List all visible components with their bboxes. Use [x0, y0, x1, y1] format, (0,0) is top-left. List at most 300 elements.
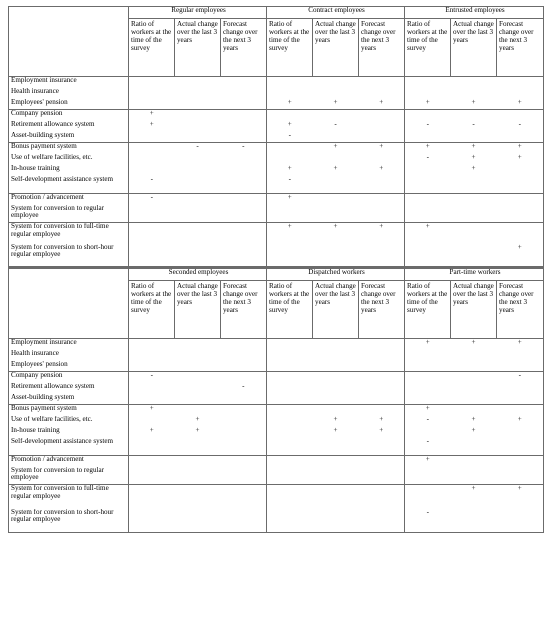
change-mark [451, 456, 497, 467]
change-mark: + [267, 194, 313, 205]
table-row [9, 394, 544, 405]
change-mark [451, 223, 497, 244]
change-mark [221, 176, 267, 194]
change-mark [313, 350, 359, 361]
change-mark [267, 339, 313, 350]
table-row [9, 372, 544, 383]
change-mark [267, 143, 313, 154]
table-row [9, 361, 544, 372]
change-mark [497, 427, 544, 438]
change-mark [405, 361, 451, 372]
change-mark: + [451, 485, 497, 509]
change-mark: + [497, 143, 544, 154]
change-mark [497, 176, 544, 194]
column-subheader: Actual change over the last 3 years [175, 19, 221, 77]
change-mark [359, 176, 405, 194]
change-mark [405, 165, 451, 176]
row-label: Bonus payment system [9, 143, 129, 154]
change-mark [129, 205, 175, 223]
change-mark: - [129, 176, 175, 194]
change-mark: + [313, 143, 359, 154]
change-mark [405, 88, 451, 99]
row-label: Use of welfare facilities, etc. [11, 415, 93, 423]
change-mark [221, 205, 267, 223]
row-label: Use of welfare facilities, etc. [11, 153, 93, 161]
table-row [9, 194, 544, 205]
change-mark [267, 110, 313, 121]
column-subheader: Ratio of workers at the time of the survey [405, 19, 451, 77]
change-mark [267, 77, 313, 88]
column-subheader: Forecast change over the next 3 years [497, 19, 544, 77]
column-subheader: Actual change over the last 3 years [313, 281, 359, 339]
table-row [9, 244, 544, 267]
column-subheader: Forecast change over the next 3 years [221, 281, 267, 339]
change-mark: + [129, 427, 175, 438]
change-mark [313, 205, 359, 223]
change-mark [405, 427, 451, 438]
change-mark [221, 361, 267, 372]
change-mark [313, 394, 359, 405]
change-mark [405, 467, 451, 485]
change-mark [267, 485, 313, 509]
change-mark [497, 223, 544, 244]
row-label: Promotion / advancement [9, 194, 129, 205]
change-mark [129, 99, 175, 110]
change-mark [221, 394, 267, 405]
change-mark [267, 383, 313, 394]
change-mark: + [471, 415, 476, 423]
change-mark: + [451, 339, 497, 350]
row-label: System for conversion to full-time regular employee [9, 485, 129, 509]
column-subheader: Ratio of workers at the time of the survey [267, 19, 313, 77]
change-mark [221, 467, 267, 485]
column-subheader: Actual change over the last 3 years [313, 19, 359, 77]
change-mark [359, 383, 405, 394]
change-mark [175, 339, 221, 350]
change-mark [359, 154, 405, 165]
column-subheader: Ratio of workers at the time of the survey [405, 281, 451, 339]
change-mark [129, 165, 175, 176]
change-mark [175, 223, 221, 244]
column-subheader: Forecast change over the next 3 years [497, 281, 544, 339]
change-mark [405, 350, 451, 361]
table-row [9, 509, 544, 533]
row-label: Retirement allowance system [11, 120, 95, 128]
change-mark [405, 394, 451, 405]
change-mark: + [359, 143, 405, 154]
change-mark: + [333, 426, 338, 434]
change-mark: + [471, 98, 476, 106]
change-mark [405, 244, 451, 267]
change-mark [267, 350, 313, 361]
table-row [9, 427, 544, 438]
change-mark [497, 394, 544, 405]
change-mark [267, 509, 313, 533]
change-mark [129, 509, 175, 533]
change-mark: + [517, 243, 522, 251]
change-mark [221, 99, 267, 110]
change-mark [175, 485, 221, 509]
change-mark [451, 350, 497, 361]
change-mark [175, 350, 221, 361]
change-mark [451, 394, 497, 405]
change-mark: + [451, 143, 497, 154]
change-mark [359, 244, 405, 267]
change-mark: + [517, 415, 522, 423]
row-label: Self-development assistance system [11, 437, 114, 445]
change-mark [359, 438, 405, 456]
change-mark [175, 438, 221, 456]
change-mark [359, 77, 405, 88]
row-label: Employees' pension [11, 98, 68, 106]
change-mark [313, 77, 359, 88]
change-mark: + [267, 165, 313, 176]
change-mark [267, 205, 313, 223]
change-mark [221, 339, 267, 350]
change-mark [175, 77, 221, 88]
change-mark [221, 88, 267, 99]
change-mark [221, 110, 267, 121]
change-mark [405, 176, 451, 194]
change-mark [221, 438, 267, 456]
change-mark [267, 405, 313, 416]
change-mark [221, 165, 267, 176]
change-mark: + [405, 456, 451, 467]
change-mark [129, 467, 175, 485]
change-mark: - [129, 194, 175, 205]
table-row [9, 99, 544, 110]
change-mark [221, 121, 267, 132]
table-row [9, 456, 544, 467]
change-mark [497, 77, 544, 88]
change-mark [175, 394, 221, 405]
change-mark [497, 205, 544, 223]
table-row [9, 485, 544, 509]
change-mark [359, 372, 405, 383]
change-mark: + [471, 164, 476, 172]
change-mark [451, 77, 497, 88]
change-mark: - [129, 372, 175, 383]
change-mark [313, 88, 359, 99]
change-mark: + [405, 99, 451, 110]
column-subheader: Actual change over the last 3 years [451, 281, 497, 339]
change-mark [175, 405, 221, 416]
row-label: Bonus payment system [9, 405, 129, 416]
change-mark: + [267, 99, 313, 110]
change-mark [129, 394, 175, 405]
change-mark: - [497, 372, 544, 383]
column-subheader: Actual change over the last 3 years [451, 19, 497, 77]
row-label: Employment insurance [9, 339, 129, 350]
row-label: Employees' pension [11, 360, 68, 368]
change-mark [175, 154, 221, 165]
table-row [9, 121, 544, 132]
change-mark [267, 361, 313, 372]
change-mark [451, 176, 497, 194]
change-mark [221, 350, 267, 361]
table-row [9, 154, 544, 165]
change-mark [129, 416, 175, 427]
group-header: Regular employees [129, 7, 267, 19]
change-mark [359, 132, 405, 143]
change-mark [221, 405, 267, 416]
change-mark [451, 372, 497, 383]
corner-cell [9, 7, 129, 77]
change-mark [129, 77, 175, 88]
change-mark [359, 110, 405, 121]
group-header: Seconded employees [129, 268, 267, 281]
change-mark: - [405, 416, 451, 427]
change-mark: + [129, 110, 175, 121]
change-mark [221, 244, 267, 267]
change-mark [451, 467, 497, 485]
change-mark [313, 405, 359, 416]
change-mark [129, 350, 175, 361]
change-mark: + [379, 426, 384, 434]
change-mark [405, 77, 451, 88]
change-mark: - [405, 438, 451, 456]
change-mark [451, 361, 497, 372]
change-mark [497, 350, 544, 361]
change-mark [221, 427, 267, 438]
column-subheader: Forecast change over the next 3 years [359, 281, 405, 339]
change-mark [267, 244, 313, 267]
change-mark: + [379, 98, 384, 106]
change-mark [359, 405, 405, 416]
change-mark [267, 427, 313, 438]
row-label: Promotion / advancement [9, 456, 129, 467]
table-row [9, 165, 544, 176]
change-mark [313, 485, 359, 509]
change-mark [175, 121, 221, 132]
row-label: Self-development assistance system [11, 175, 114, 183]
change-mark [451, 194, 497, 205]
column-subheader: Ratio of workers at the time of the survey [129, 19, 175, 77]
change-mark [175, 132, 221, 143]
change-mark [313, 467, 359, 485]
change-mark [497, 467, 544, 485]
change-mark [497, 132, 544, 143]
change-mark [129, 143, 175, 154]
change-mark: + [267, 223, 313, 244]
change-mark: + [359, 223, 405, 244]
column-subheader: Forecast change over the next 3 years [359, 19, 405, 77]
change-mark: + [195, 426, 200, 434]
row-label: System for conversion to regular employee [11, 204, 104, 220]
change-mark [497, 88, 544, 99]
change-mark [313, 244, 359, 267]
change-mark: + [471, 426, 476, 434]
change-mark [359, 467, 405, 485]
table-row [9, 405, 544, 416]
change-mark [313, 509, 359, 533]
change-mark: + [405, 223, 451, 244]
change-mark [359, 350, 405, 361]
row-label: System for conversion to full-time regular employee [9, 223, 129, 244]
row-label: Health insurance [11, 349, 59, 357]
change-mark [359, 205, 405, 223]
change-mark [175, 456, 221, 467]
corner-cell [9, 268, 129, 339]
change-mark [359, 485, 405, 509]
change-mark [313, 176, 359, 194]
change-mark [405, 485, 451, 509]
change-mark: + [129, 121, 175, 132]
change-mark [313, 438, 359, 456]
change-mark [497, 456, 544, 467]
change-mark [221, 509, 267, 533]
row-label: System for conversion to regular employee [11, 466, 104, 482]
change-mark [451, 405, 497, 416]
table-row [9, 339, 544, 350]
change-mark [267, 467, 313, 485]
change-mark [405, 110, 451, 121]
change-mark [175, 205, 221, 223]
change-mark [405, 194, 451, 205]
change-mark: + [333, 415, 338, 423]
change-mark: - [221, 143, 267, 154]
change-mark [313, 456, 359, 467]
change-mark: - [405, 121, 451, 132]
change-mark [313, 361, 359, 372]
group-header: Dispatched workers [267, 268, 405, 281]
table-row [9, 205, 544, 223]
column-subheader: Forecast change over the next 3 years [221, 19, 267, 77]
change-mark [497, 194, 544, 205]
change-mark [129, 339, 175, 350]
employment-benefits-table-1 [8, 6, 544, 267]
change-mark: - [518, 120, 521, 128]
change-mark [267, 88, 313, 99]
change-mark: - [242, 382, 245, 390]
change-mark [405, 205, 451, 223]
table-row [9, 467, 544, 485]
change-mark: - [472, 120, 475, 128]
employment-benefits-table-2 [8, 267, 544, 533]
table-row [9, 416, 544, 427]
table-row [9, 132, 544, 143]
change-mark: + [313, 223, 359, 244]
change-mark [175, 244, 221, 267]
change-mark [129, 361, 175, 372]
change-mark [175, 88, 221, 99]
row-label: Asset-building system [11, 131, 75, 139]
column-subheader: Actual change over the last 3 years [175, 281, 221, 339]
table-row [9, 88, 544, 99]
change-mark [175, 509, 221, 533]
change-mark [175, 99, 221, 110]
change-mark [267, 394, 313, 405]
change-mark: - [175, 143, 221, 154]
change-mark: + [405, 143, 451, 154]
change-mark [497, 361, 544, 372]
change-mark [359, 121, 405, 132]
group-header: Contract employees [267, 7, 405, 19]
row-label: Asset-building system [11, 393, 75, 401]
document [8, 6, 543, 533]
change-mark [313, 194, 359, 205]
change-mark [451, 244, 497, 267]
change-mark: + [517, 153, 522, 161]
change-mark: - [405, 509, 451, 533]
change-mark: + [517, 98, 522, 106]
change-mark [359, 194, 405, 205]
change-mark: + [333, 164, 338, 172]
change-mark [405, 372, 451, 383]
change-mark [451, 88, 497, 99]
change-mark [359, 88, 405, 99]
change-mark: - [267, 132, 313, 143]
change-mark: + [195, 415, 200, 423]
change-mark [129, 244, 175, 267]
change-mark [175, 165, 221, 176]
change-mark [221, 132, 267, 143]
change-mark [221, 416, 267, 427]
change-mark [497, 438, 544, 456]
change-mark [129, 88, 175, 99]
change-mark: + [333, 98, 338, 106]
change-mark [175, 194, 221, 205]
change-mark [359, 394, 405, 405]
change-mark [359, 361, 405, 372]
change-mark [359, 456, 405, 467]
change-mark [267, 456, 313, 467]
row-label: Employment insurance [9, 77, 129, 88]
group-header: Entrusted employees [405, 7, 544, 19]
change-mark [405, 383, 451, 394]
change-mark [267, 438, 313, 456]
change-mark [221, 77, 267, 88]
change-mark [175, 372, 221, 383]
change-mark [221, 485, 267, 509]
column-subheader: Ratio of workers at the time of the survey [129, 281, 175, 339]
change-mark [267, 154, 313, 165]
row-label: Company pension [9, 372, 129, 383]
change-mark [221, 456, 267, 467]
change-mark [451, 110, 497, 121]
change-mark [359, 339, 405, 350]
change-mark [451, 438, 497, 456]
row-label: Retirement allowance system [11, 382, 95, 390]
column-subheader: Ratio of workers at the time of the survey [267, 281, 313, 339]
change-mark [221, 223, 267, 244]
change-mark [267, 416, 313, 427]
change-mark: + [379, 164, 384, 172]
change-mark [267, 372, 313, 383]
change-mark: + [129, 405, 175, 416]
change-mark [175, 467, 221, 485]
group-header-row [9, 268, 544, 281]
row-label: System for conversion to short-hour regular employee [11, 243, 114, 259]
change-mark [129, 438, 175, 456]
change-mark [221, 194, 267, 205]
table-row [9, 383, 544, 394]
row-label: In-house training [11, 426, 60, 434]
change-mark [359, 509, 405, 533]
row-label: In-house training [11, 164, 60, 172]
change-mark [313, 110, 359, 121]
table-row [9, 223, 544, 244]
change-mark [451, 509, 497, 533]
table-row [9, 350, 544, 361]
change-mark: + [379, 415, 384, 423]
row-label: Company pension [9, 110, 129, 121]
change-mark [405, 132, 451, 143]
change-mark: - [334, 120, 337, 128]
change-mark: + [471, 153, 476, 161]
change-mark [451, 383, 497, 394]
change-mark [313, 154, 359, 165]
